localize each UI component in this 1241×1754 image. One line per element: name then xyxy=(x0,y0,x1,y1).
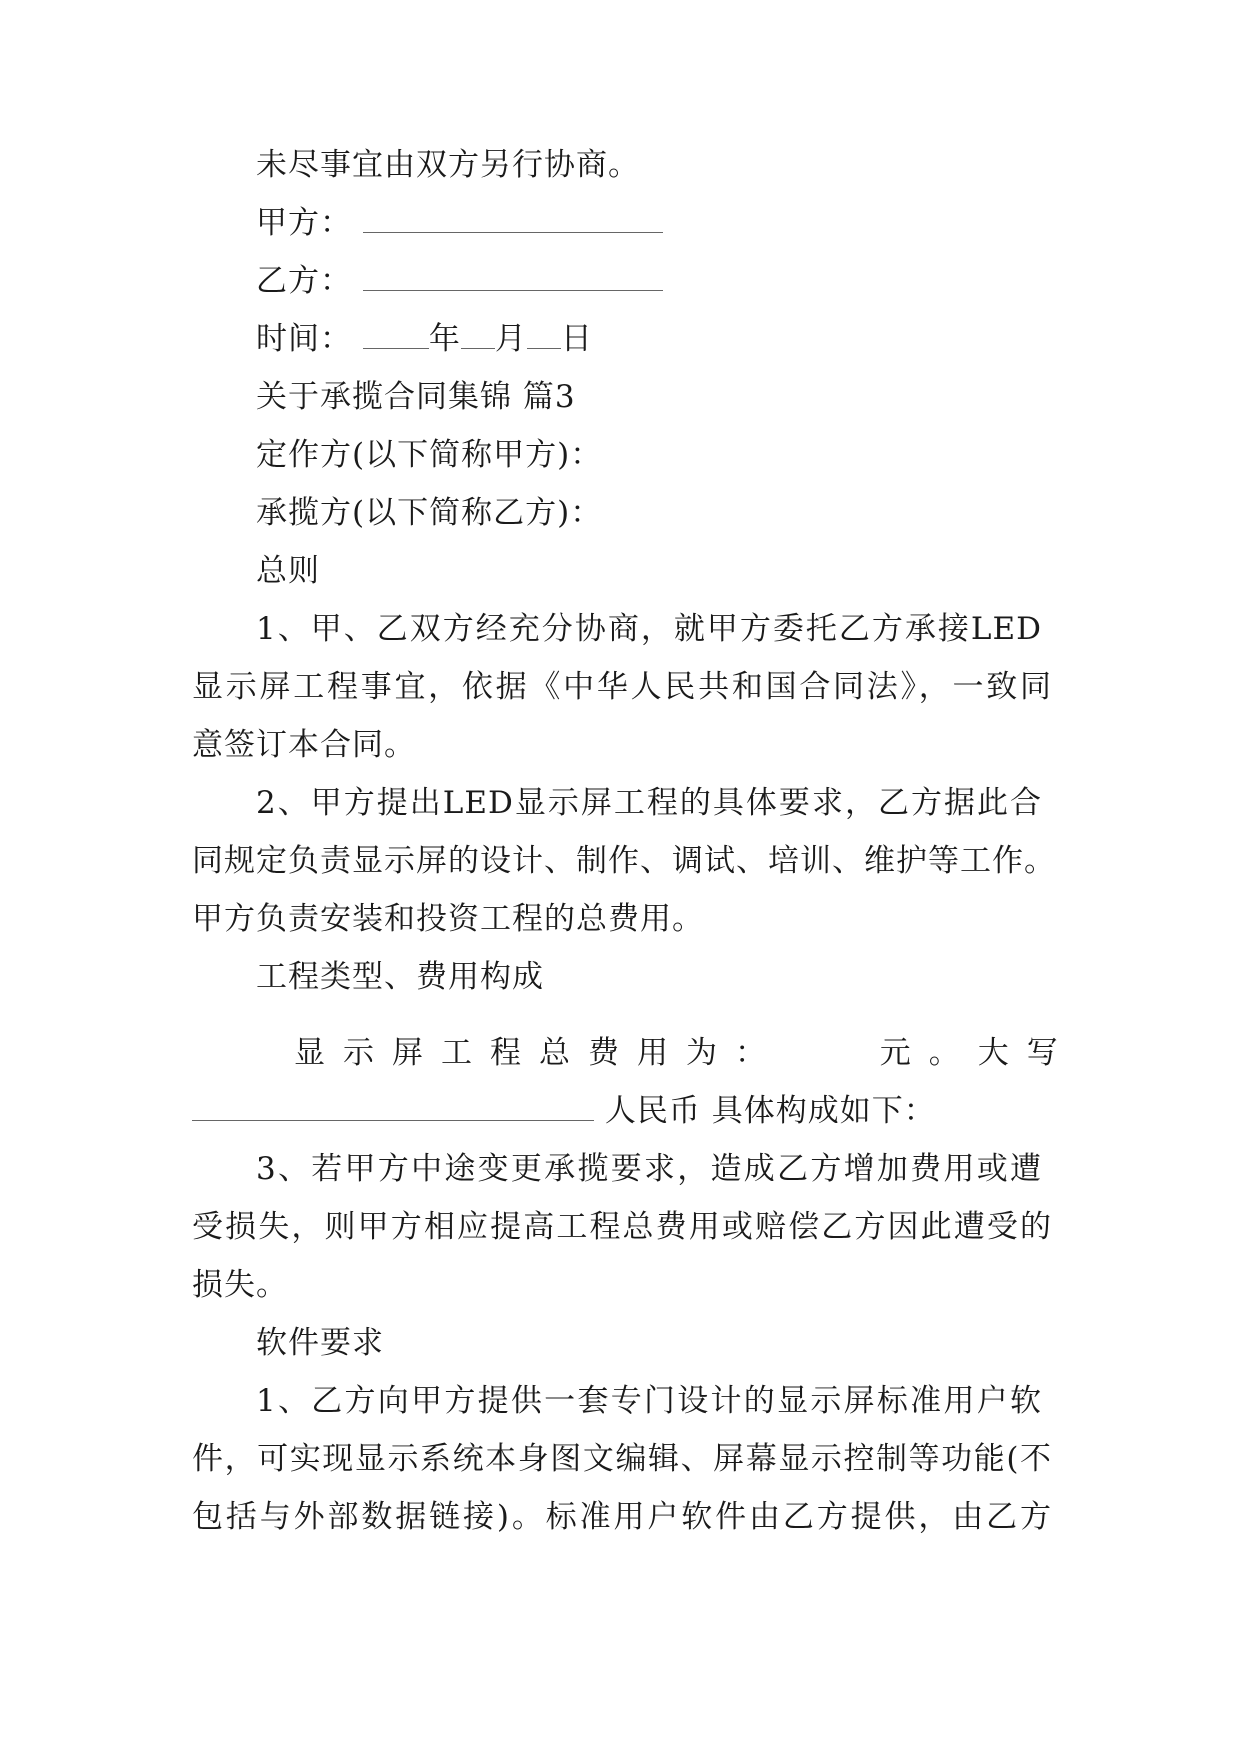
subheading xyxy=(256,948,1116,1006)
party-b-label: 乙方： xyxy=(256,263,352,299)
cost-label: 显示屏工程总费用为： xyxy=(294,1035,784,1071)
text-line xyxy=(192,716,1052,774)
text-span: 显示屏工程事宜，依据《中华人民共和国合同法》，一致同 xyxy=(192,669,1052,705)
subheading xyxy=(256,542,1116,600)
text-line xyxy=(256,1372,1042,1430)
text-span: 1、甲、乙双方经充分协商，就甲方委托乙方承接LED xyxy=(256,611,1042,647)
text-span: 未尽事宜由双方另行协商。 xyxy=(256,147,640,183)
text-line xyxy=(192,1256,1052,1314)
date-line xyxy=(256,310,1116,368)
text-span: 甲方负责安装和投资工程的总费用。 xyxy=(192,901,704,937)
text-line xyxy=(192,1198,1052,1256)
text-span: 受损失，则甲方相应提高工程总费用或赔偿乙方因此遭受的 xyxy=(192,1209,1052,1245)
text-span: 包括与外部数据链接)。标准用户软件由乙方提供，由乙方 xyxy=(192,1499,1052,1535)
signature-line-party-a xyxy=(256,194,1116,252)
text-line xyxy=(192,658,1052,716)
text-span: 意签订本合同。 xyxy=(192,727,416,763)
month-label: 月 xyxy=(494,321,527,357)
section-title: 关于承揽合同集锦 篇3 xyxy=(256,379,576,415)
amount-blank xyxy=(192,1086,594,1121)
text-line xyxy=(256,1140,1042,1198)
month-blank xyxy=(461,314,495,349)
day-blank xyxy=(527,314,561,349)
cost-breakdown-line xyxy=(192,1082,1052,1140)
text-span: 2、甲方提出LED显示屏工程的具体要求，乙方据此合 xyxy=(256,785,1042,821)
section-heading xyxy=(256,368,1116,426)
text-span: 损失。 xyxy=(192,1267,288,1303)
text-span: 件，可实现显示系统本身图文编辑、屏幕显示控制等功能(不 xyxy=(192,1441,1052,1477)
year-blank xyxy=(363,314,429,349)
text-span: 总则 xyxy=(256,553,320,589)
text-line xyxy=(256,484,1116,542)
amount-uppercase-label: 元。大写 xyxy=(879,1035,1076,1071)
text-span: 承揽方(以下简称乙方)： xyxy=(256,495,603,531)
text-span: 软件要求 xyxy=(256,1325,384,1361)
text-line xyxy=(256,600,1042,658)
text-line xyxy=(256,426,1116,484)
date-label: 时间： xyxy=(256,321,352,357)
text-line xyxy=(192,1430,1052,1488)
text-span: 工程类型、费用构成 xyxy=(256,959,544,995)
text-line xyxy=(256,774,1042,832)
party-a-label: 甲方： xyxy=(256,205,352,241)
text-span: 人民币 具体构成如下： xyxy=(604,1093,936,1129)
signature-line-party-b xyxy=(256,252,1116,310)
text-span: 1、乙方向甲方提供一套专门设计的显示屏标准用户软 xyxy=(256,1383,1042,1419)
party-a-blank xyxy=(363,198,663,233)
party-b-blank xyxy=(363,256,663,291)
text-line xyxy=(192,890,1052,948)
text-line xyxy=(192,1488,1052,1546)
text-line xyxy=(192,832,1056,890)
subheading xyxy=(256,1314,1116,1372)
text-span: 3、若甲方中途变更承揽要求，造成乙方增加费用或遭 xyxy=(256,1151,1042,1187)
text-line xyxy=(256,136,1116,194)
cost-line xyxy=(294,1024,1076,1082)
day-label: 日 xyxy=(560,321,593,357)
text-span: 同规定负责显示屏的设计、制作、调试、培训、维护等工作。 xyxy=(192,843,1056,879)
year-label: 年 xyxy=(428,321,461,357)
text-span: 定作方(以下简称甲方)： xyxy=(256,437,603,473)
